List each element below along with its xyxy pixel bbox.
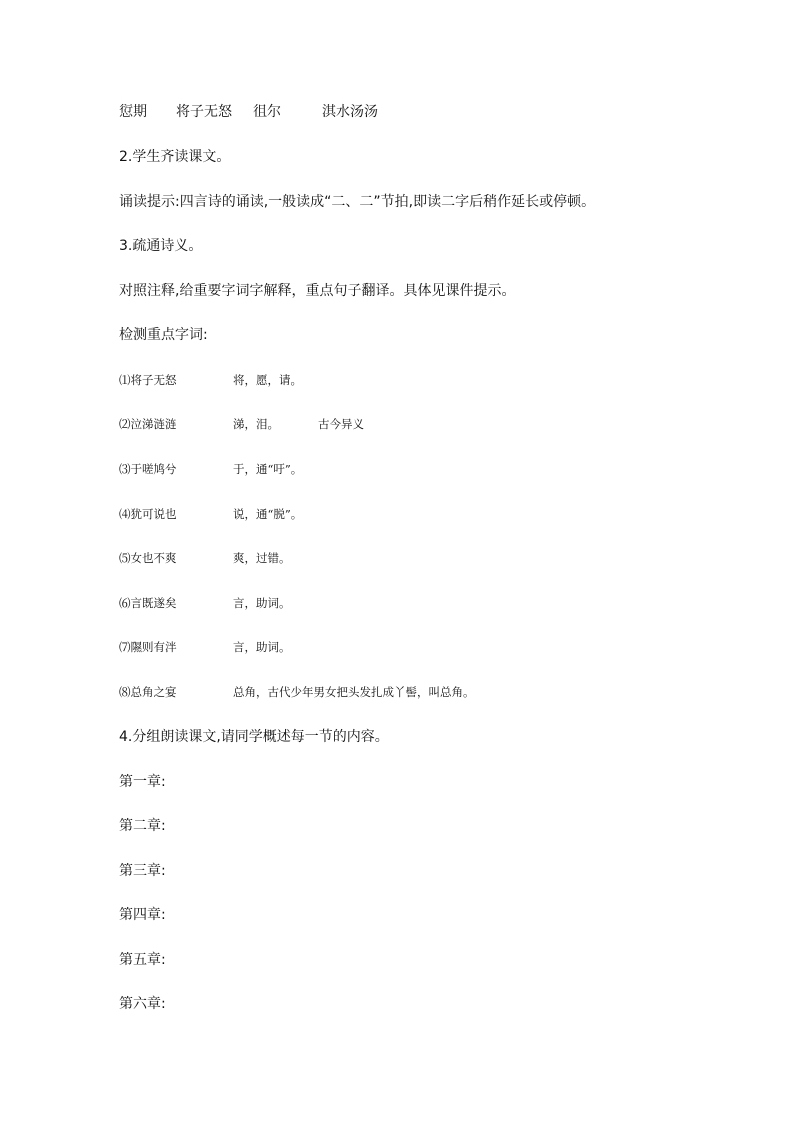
- gloss-meaning: 于，通“吁”。: [233, 462, 303, 476]
- gloss-term: ⑻总角之宴: [119, 685, 177, 699]
- step2-heading: 2.学生齐读课文。: [119, 149, 231, 165]
- reading-tip: 诵读提示:四言诗的诵读,一般读成“二、二”节拍,即读二字后稍作延长或停顿。: [119, 194, 596, 210]
- gloss-term: ⑸女也不爽: [119, 551, 177, 565]
- chapter-label: 第六章:: [119, 996, 166, 1012]
- gloss-meaning: 爽，过错。: [233, 551, 291, 565]
- vocab-word: 淇水汤汤: [322, 104, 378, 120]
- gloss-term: ⑵泣涕涟涟: [119, 417, 177, 431]
- vocab-line: [119, 102, 419, 122]
- gloss-term: ⑴将子无怒: [119, 373, 177, 387]
- chapter-label: 第五章:: [119, 952, 166, 968]
- chapter-label: 第三章:: [119, 863, 166, 879]
- gloss-meaning: 说，通“脱”。: [233, 507, 303, 521]
- step3-instruction: 对照注释,给重要字词字解释，重点句子翻译。具体见课件提示。: [119, 283, 516, 299]
- gloss-note: 古今异义: [318, 417, 364, 431]
- gloss-term: ⑺隰则有泮: [119, 640, 177, 654]
- gloss-meaning: 言，助词。: [233, 640, 291, 654]
- gloss-term: ⑷犹可说也: [119, 507, 177, 521]
- gloss-meaning: 总角，古代少年男女把头发扎成丫髻，叫总角。: [233, 685, 475, 699]
- gloss-meaning: 言，助词。: [233, 596, 291, 610]
- vocab-word: 将子无怒: [176, 104, 232, 120]
- chapter-label: 第一章:: [119, 774, 166, 790]
- gloss-term: ⑶于嗟鸠兮: [119, 462, 177, 476]
- gloss-meaning: 涕，泪。: [233, 417, 279, 431]
- gloss-term: ⑹言既遂矣: [119, 596, 177, 610]
- step4-heading: 4.分组朗读课文,请同学概述每一节的内容。: [119, 729, 389, 745]
- chapter-label: 第四章:: [119, 907, 166, 923]
- vocab-word: 徂尔: [253, 104, 281, 120]
- check-label: 检测重点字词:: [119, 327, 208, 343]
- step3-heading: 3.疏通诗义。: [119, 238, 203, 254]
- vocab-word: 愆期: [119, 104, 147, 120]
- chapter-label: 第二章:: [119, 818, 166, 834]
- gloss-meaning: 将，愿，请。: [233, 373, 302, 387]
